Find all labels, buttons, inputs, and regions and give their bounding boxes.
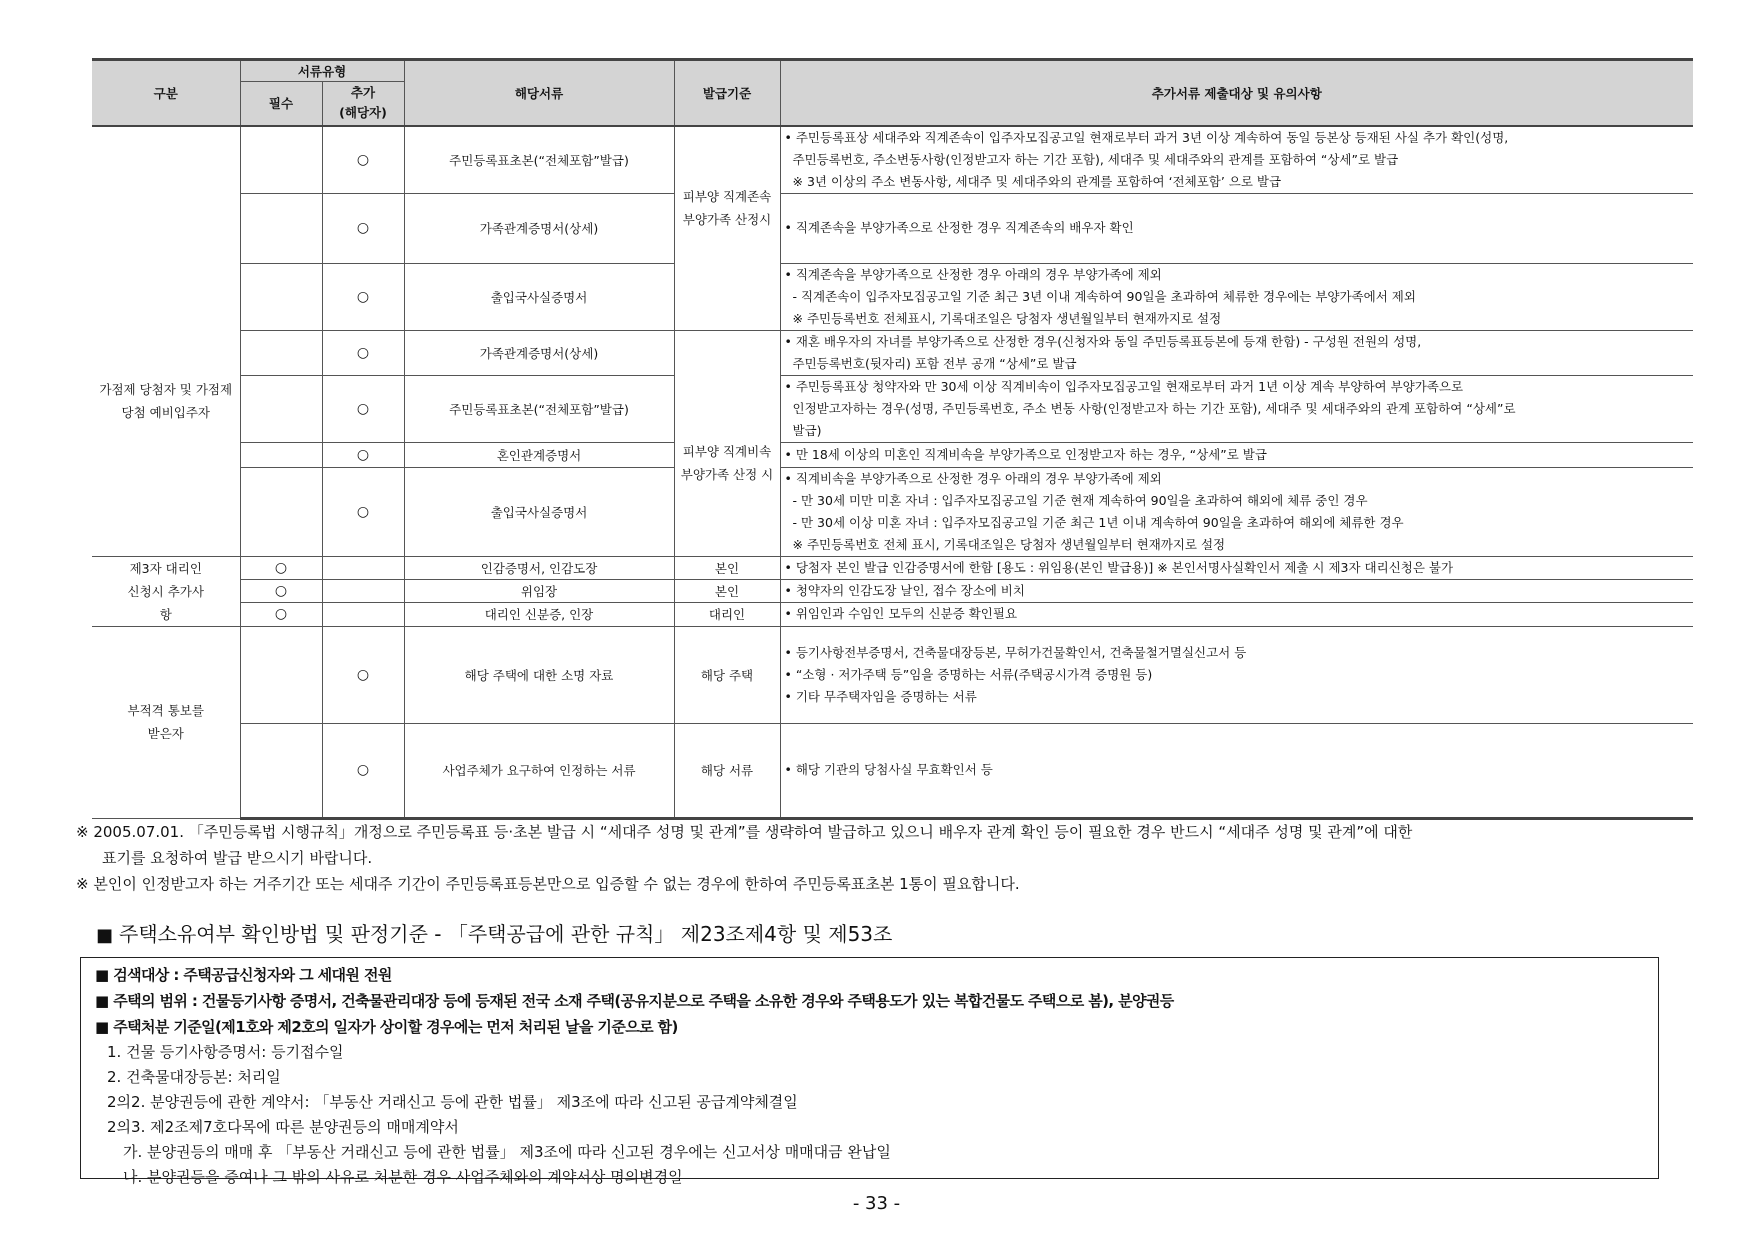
check-mark: ○ xyxy=(322,193,404,263)
criteria-heading: ■ 주택의 범위 : 건물등기사항 증명서, 건축물관리대장 등에 등재된 전국 소재 주택(공유지분으로 주택을 소유한 경우와 주택용도가 있는 복합건물도 주택으로 봄), 분양권등 xyxy=(95,992,1174,1010)
notes-cell: • 만 18세 이상의 미혼인 직계비속을 부양가족으로 인정받고자 하는 경우, “상세”로 발급 xyxy=(780,442,1693,467)
document-name: 혼인관계증명서 xyxy=(404,442,674,467)
section-title xyxy=(96,918,892,947)
table-row xyxy=(92,467,1693,556)
notes-cell: • 청약자의 인감도장 날인, 접수 장소에 비치 xyxy=(780,579,1693,602)
footnote: ※ 2005.07.01. 「주민등록법 시행규칙」개정으로 주민등록표 등·초본 발급 시 “세대주 성명 및 관계”를 생략하여 발급하고 있으니 배우자 관계 확인 등이 필요한 경우 반드시 “세대주 성명 및 관계”에 대한 xyxy=(76,823,1413,841)
notes-cell: • 직계비속을 부양가족으로 산정한 경우 아래의 경우 부양가족에 제외 - 만 30세 미만 미혼 자녀 : 입주자모집공고일 기준 현재 계속하여 90일을 초과하여 해외에 체류 중인 경우 - 만 30세 이상 미혼 자녀 : 입주자모집공고일 기준 최근 1년 이내 계속하여 90일을 초과하여 해외에 체류한 경우 ※ 주민등록번호 전체 표시, 기록대조일은 당첨자 생년월일부터 현재까지로 설정 xyxy=(780,467,1693,556)
check-mark: ○ xyxy=(322,375,404,442)
page-number: - 33 - xyxy=(852,1193,901,1214)
criteria-item: 2의3. 제2조제7호다목에 따른 분양권등의 매매계약서 xyxy=(107,1118,459,1136)
notes-cell: • 직계존속을 부양가족으로 산정한 경우 직계존속의 배우자 확인 xyxy=(780,193,1693,263)
header-additional: 추가 (해당자) xyxy=(322,82,404,126)
notes-cell: • 주민등록표상 청약자와 만 30세 이상 직계비속이 입주자모집공고일 현재로부터 과거 1년 이상 계속 부양하여 부양가족으로 인정받고자하는 경우(성명, 주민등록번호, 주소 변동 사항(인정받고자 하는 기간 포함), 세대주 및 세대주와의 관계 포함하여 “상세”로 발급) xyxy=(780,375,1693,442)
check-mark: ○ xyxy=(322,442,404,467)
basis-cell: 대리인 xyxy=(674,603,780,626)
header-notes: 추가서류 제출대상 및 유의사항 xyxy=(780,60,1693,126)
criteria-heading: ■ 검색대상 : 주택공급신청자와 그 세대원 전원 xyxy=(95,966,392,984)
document-name: 위임장 xyxy=(404,579,674,602)
document-name: 출입국사실증명서 xyxy=(404,263,674,330)
table-row xyxy=(92,556,1693,579)
notes-cell: • 직계존속을 부양가족으로 산정한 경우 아래의 경우 부양가족에 제외 - 직계존속이 입주자모집공고일 기준 최근 3년 이내 계속하여 90일을 초과하여 체류한 경우에는 부양가족에서 제외 ※ 주민등록번호 전체표시, 기록대조일은 당첨자 생년월일부터 현재까지로 설정 xyxy=(780,263,1693,330)
document-name: 주민등록표초본(“전체포함”발급) xyxy=(404,126,674,194)
table-row xyxy=(92,723,1693,818)
document-name: 해당 주택에 대한 소명 자료 xyxy=(404,626,674,723)
document-name: 주민등록표초본(“전체포함”발급) xyxy=(404,375,674,442)
check-mark: ○ xyxy=(322,126,404,194)
notes-cell: • 주민등록표상 세대주와 직계존속이 입주자모집공고일 현재로부터 과거 3년 이상 계속하여 동일 등본상 등재된 사실 추가 확인(성명, 주민등록번호, 주소변동사항(인정받고자 하는 기간 포함), 세대주 및 세대주와의 관계를 포함하여 “상세”로 발급 ※ 3년 이상의 주소 변동사항, 세대주 및 세대주와의 관계를 포함하여 ‘전체포함’ 으로 발급 xyxy=(780,126,1693,194)
check-mark: ○ xyxy=(322,723,404,818)
criteria-item: 2의2. 분양권등에 관한 계약서: 「부동산 거래신고 등에 관한 법률」 제3조에 따라 신고된 공급계약체결일 xyxy=(107,1093,798,1111)
check-mark: ○ xyxy=(322,330,404,375)
check-mark: ○ xyxy=(322,263,404,330)
basis-cell: 본인 xyxy=(674,579,780,602)
header-document: 해당서류 xyxy=(404,60,674,126)
table-row xyxy=(92,579,1693,602)
criteria-item: 1. 건물 등기사항증명서: 등기접수일 xyxy=(107,1043,344,1061)
documents-table xyxy=(92,58,1693,820)
notes-cell: • 위임인과 수임인 모두의 신분증 확인필요 xyxy=(780,603,1693,626)
document-name: 가족관계증명서(상세) xyxy=(404,193,674,263)
header-doc-type: 서류유형 xyxy=(240,60,404,82)
group-cell-3: 부적격 통보를 받은자 xyxy=(92,626,240,818)
basis-cell-2: 피부양 직계비속 부양가족 산정 시 xyxy=(674,330,780,556)
check-mark: ○ xyxy=(240,556,322,579)
header-required: 필수 xyxy=(240,82,322,126)
header-issue-basis: 발급기준 xyxy=(674,60,780,126)
basis-cell: 본인 xyxy=(674,556,780,579)
document-name: 가족관계증명서(상세) xyxy=(404,330,674,375)
document-name: 사업주체가 요구하여 인정하는 서류 xyxy=(404,723,674,818)
check-mark: ○ xyxy=(322,626,404,723)
group-cell-1: 가점제 당첨자 및 가점제 당첨 예비입주자 xyxy=(92,126,240,557)
footnote: ※ 본인이 인정받고자 하는 거주기간 또는 세대주 기간이 주민등록표등본만으로 입증할 수 없는 경우에 한하여 주민등록표초본 1통이 필요합니다. xyxy=(76,875,1020,893)
table-row xyxy=(92,330,1693,375)
criteria-sub-item: 나. 분양권등을 증여나 그 밖의 사유로 처분한 경우 사업주체와의 계약서상 명의변경일 xyxy=(123,1168,683,1186)
criteria-box xyxy=(80,957,1659,1186)
notes-cell: • 해당 기관의 당첨사실 무효확인서 등 xyxy=(780,723,1693,818)
table-row xyxy=(92,375,1693,442)
table-row xyxy=(92,603,1693,626)
footnote: 표기를 요청하여 발급 받으시기 바랍니다. xyxy=(102,849,373,867)
table-row xyxy=(92,193,1693,263)
document-name: 인감증명서, 인감도장 xyxy=(404,556,674,579)
basis-cell: 해당 서류 xyxy=(674,723,780,818)
notes-cell: • 당첨자 본인 발급 인감증명서에 한함 [용도 : 위임용(본인 발급용)] ※ 본인서명사실확인서 제출 시 제3자 대리신청은 불가 xyxy=(780,556,1693,579)
table-row xyxy=(92,263,1693,330)
group-cell-2: 제3자 대리인 신청시 추가사항 xyxy=(92,556,240,626)
table-row xyxy=(92,442,1693,467)
check-mark: ○ xyxy=(240,579,322,602)
basis-cell: 해당 주택 xyxy=(674,626,780,723)
table-row xyxy=(92,126,1693,194)
check-mark: ○ xyxy=(240,603,322,626)
criteria-heading: ■ 주택처분 기준일(제1호와 제2호의 일자가 상이할 경우에는 먼저 처리된 날을 기준으로 함) xyxy=(95,1018,678,1036)
criteria-item: 2. 건축물대장등본: 처리일 xyxy=(107,1068,281,1086)
basis-cell-1: 피부양 직계존속 부양가족 산정시 xyxy=(674,126,780,331)
square-bullet-icon: ■ xyxy=(96,925,114,946)
document-name: 출입국사실증명서 xyxy=(404,467,674,556)
notes-cell: • 재혼 배우자의 자녀를 부양가족으로 산정한 경우(신청자와 동일 주민등록표등본에 등재 한함) - 구성원 전원의 성명, 주민등록번호(뒷자리) 포함 전부 공개 “상세”로 발급 xyxy=(780,330,1693,375)
criteria-sub-item: 가. 분양권등의 매매 후 「부동산 거래신고 등에 관한 법률」 제3조에 따라 신고된 경우에는 신고서상 매매대금 완납일 xyxy=(123,1143,891,1161)
table-row xyxy=(92,626,1693,723)
check-mark: ○ xyxy=(322,467,404,556)
section-title-text: 주택소유여부 확인방법 및 판정기준 - 「주택공급에 관한 규칙」 제23조제4항 및 제53조 xyxy=(119,922,893,946)
document-name: 대리인 신분증, 인장 xyxy=(404,603,674,626)
header-category: 구분 xyxy=(92,60,240,126)
notes-cell: • 등기사항전부증명서, 건축물대장등본, 무허가건물확인서, 건축물철거멸실신고서 등 • “소형 · 저가주택 등”임을 증명하는 서류(주택공시가격 증명원 등) • 기타 무주택자임을 증명하는 서류 xyxy=(780,626,1693,723)
